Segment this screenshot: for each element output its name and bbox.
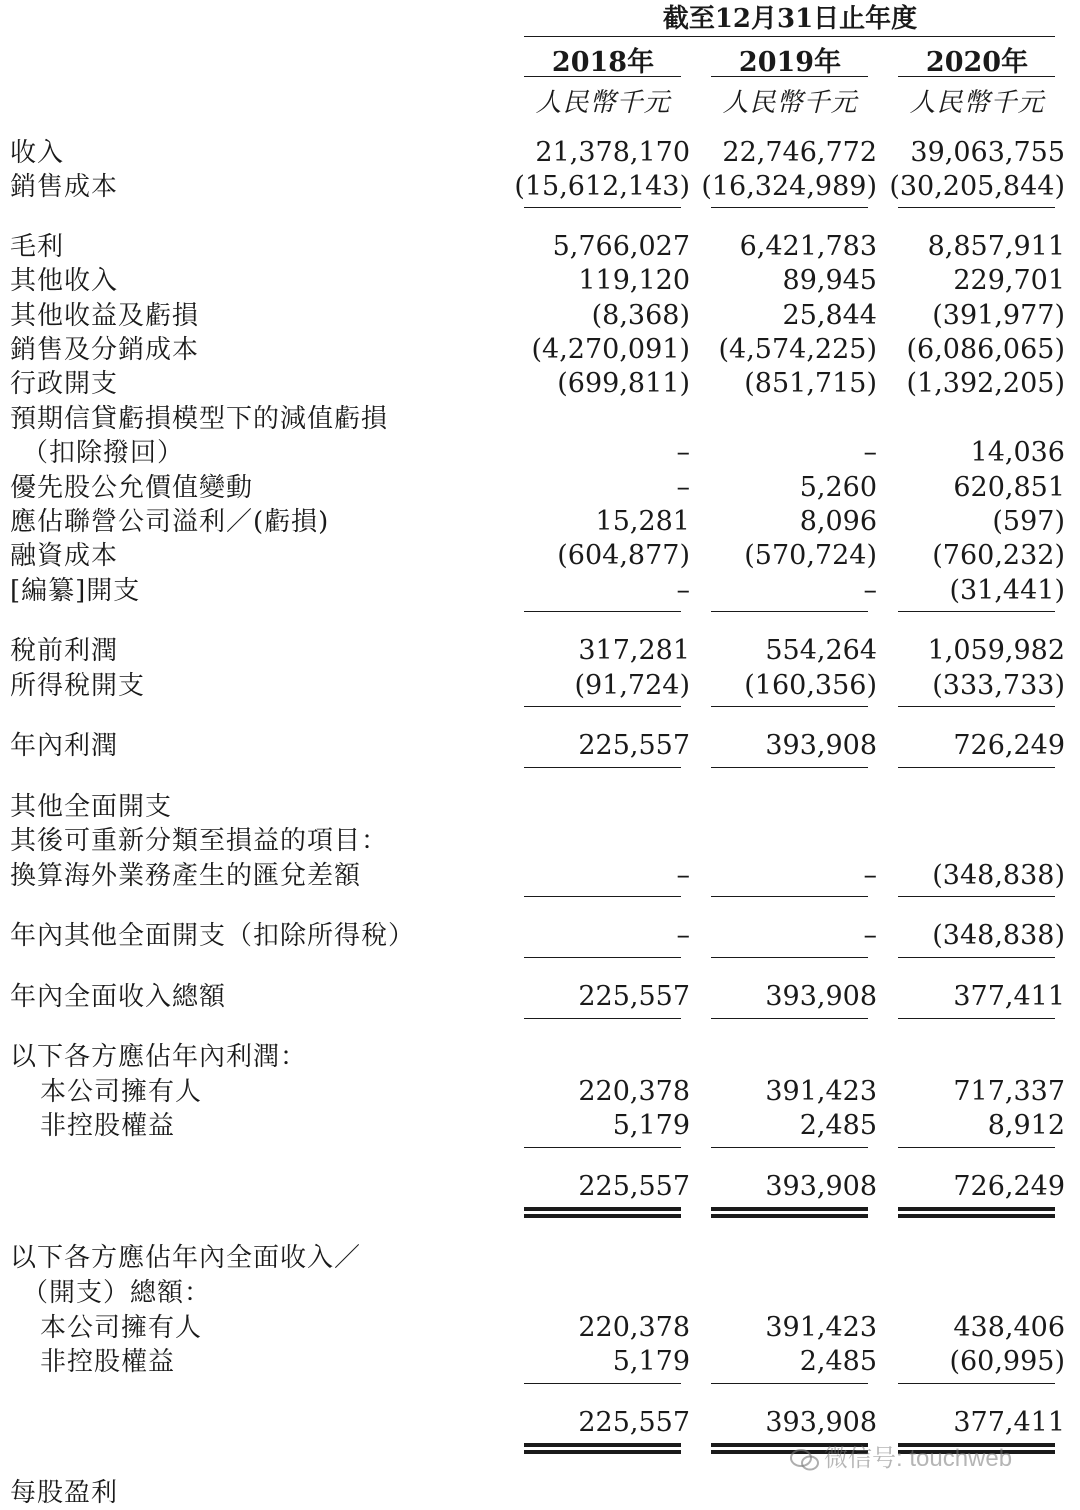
cell-value: 220,378 — [578, 1312, 690, 1343]
double-rule — [898, 1207, 1055, 1218]
double-rule — [524, 1207, 681, 1218]
cell-value: – — [863, 860, 877, 891]
double-rule — [524, 1443, 681, 1454]
subtotal-rule — [898, 896, 1055, 897]
cell-value: 391,423 — [765, 1312, 877, 1343]
cell-value: 220,378 — [578, 1076, 690, 1107]
cell-value: 25,844 — [782, 300, 877, 331]
cell-value: – — [676, 860, 690, 891]
subtotal-rule — [711, 767, 868, 768]
watermark — [790, 1438, 1012, 1473]
cell-value: (699,811) — [557, 368, 690, 399]
wechat-icon — [790, 1449, 820, 1471]
cell-value: 393,908 — [765, 981, 877, 1012]
subtotal-rule — [711, 207, 868, 208]
subtotal-rule — [898, 706, 1055, 707]
watermark-text: 微信号: touchweb — [824, 1445, 1013, 1472]
subtotal-rule — [524, 706, 681, 707]
row-label: 優先股公允價值變動 — [10, 473, 254, 503]
cell-value: – — [676, 472, 690, 503]
subtotal-rule — [898, 957, 1055, 958]
cell-value: 5,179 — [612, 1110, 690, 1141]
cell-value: (30,205,844) — [889, 171, 1065, 202]
row-label: 本公司擁有人 — [40, 1313, 203, 1343]
row-label: 年內利潤 — [10, 731, 119, 761]
unit-label: 人民幣千元 — [909, 88, 1045, 118]
cell-value: – — [863, 437, 877, 468]
cell-value: 229,701 — [953, 265, 1065, 296]
cell-value: 726,249 — [953, 730, 1065, 761]
cell-value: (391,977) — [932, 300, 1065, 331]
subtotal-rule — [711, 706, 868, 707]
cell-value: 22,746,772 — [722, 137, 877, 168]
cell-value: 225,557 — [578, 730, 690, 761]
row-label: 預期信貸虧損模型下的減值虧損 — [10, 404, 389, 434]
subtotal-rule — [524, 1018, 681, 1019]
subtotal-rule — [898, 1018, 1055, 1019]
year-header-2020: 2020年 — [925, 47, 1029, 78]
row-label: （扣除撥回） — [22, 438, 185, 468]
row-label: 融資成本 — [10, 541, 119, 571]
row-label: 所得稅開支 — [10, 671, 146, 701]
row-label: 其後可重新分類至損益的項目： — [10, 826, 389, 856]
row-label: 應佔聯營公司溢利／(虧損) — [10, 507, 330, 537]
row-label: 毛利 — [10, 232, 65, 262]
cell-value: – — [863, 575, 877, 606]
row-label: 以下各方應佔年內利潤： — [10, 1042, 308, 1072]
cell-value: 393,908 — [765, 730, 877, 761]
total-value: 377,411 — [953, 1407, 1065, 1438]
total-value: 393,908 — [765, 1407, 877, 1438]
cell-value: (348,838) — [932, 860, 1065, 891]
subtotal-rule — [898, 1383, 1055, 1384]
cell-value: (597) — [992, 506, 1065, 537]
cell-value: (16,324,989) — [701, 171, 877, 202]
row-label: 稅前利潤 — [10, 636, 119, 666]
cell-value: (160,356) — [744, 670, 877, 701]
cell-value: 620,851 — [953, 472, 1065, 503]
row-label: 每股盈利 — [10, 1478, 119, 1508]
row-label: 銷售及分銷成本 — [10, 335, 200, 365]
year-rule — [711, 76, 868, 77]
cell-value: (15,612,143) — [514, 171, 690, 202]
subtotal-rule — [711, 611, 868, 612]
cell-value: 2,485 — [799, 1346, 877, 1377]
cell-value: 39,063,755 — [910, 137, 1065, 168]
subtotal-rule — [524, 957, 681, 958]
cell-value: 391,423 — [765, 1076, 877, 1107]
cell-value: 5,179 — [612, 1346, 690, 1377]
row-label: 換算海外業務產生的匯兌差額 — [10, 861, 362, 891]
row-label: （開支）總額： — [22, 1278, 212, 1308]
row-label: 行政開支 — [10, 369, 119, 399]
row-label: [編纂]開支 — [10, 576, 141, 606]
cell-value: (1,392,205) — [906, 368, 1065, 399]
cell-value: 6,421,783 — [739, 231, 877, 262]
cell-value: 717,337 — [953, 1076, 1065, 1107]
cell-value: (4,270,091) — [531, 334, 690, 365]
year-rule — [898, 76, 1055, 77]
cell-value: 8,096 — [799, 506, 877, 537]
cell-value: (6,086,065) — [906, 334, 1065, 365]
cell-value: 8,857,911 — [927, 231, 1065, 262]
cell-value: 377,411 — [953, 981, 1065, 1012]
subtotal-rule — [898, 767, 1055, 768]
cell-value: 5,260 — [799, 472, 877, 503]
row-label: 非控股權益 — [40, 1347, 176, 1377]
cell-value: 317,281 — [578, 635, 690, 666]
cell-value: 21,378,170 — [535, 137, 690, 168]
cell-value: (91,724) — [574, 670, 690, 701]
subtotal-rule — [898, 611, 1055, 612]
cell-value: (8,368) — [591, 300, 690, 331]
total-value: 225,557 — [578, 1407, 690, 1438]
cell-value: – — [863, 920, 877, 951]
cell-value: 119,120 — [578, 265, 690, 296]
total-value: 225,557 — [578, 1171, 690, 1202]
year-header-2019: 2019年 — [738, 47, 842, 78]
cell-value: 225,557 — [578, 981, 690, 1012]
year-header-2018: 2018年 — [551, 47, 655, 78]
subtotal-rule — [898, 207, 1055, 208]
subtotal-rule — [524, 207, 681, 208]
cell-value: 438,406 — [953, 1312, 1065, 1343]
cell-value: (760,232) — [932, 540, 1065, 571]
row-label: 以下各方應佔年內全面收入／ — [10, 1243, 362, 1273]
subtotal-rule — [711, 1147, 868, 1148]
subtotal-rule — [524, 611, 681, 612]
cell-value: (31,441) — [949, 575, 1065, 606]
row-label: 銷售成本 — [10, 172, 119, 202]
subtotal-rule — [524, 896, 681, 897]
cell-value: – — [676, 437, 690, 468]
row-label: 年內全面收入總額 — [10, 982, 227, 1012]
cell-value: 554,264 — [765, 635, 877, 666]
cell-value: (348,838) — [932, 920, 1065, 951]
cell-value: 14,036 — [970, 437, 1065, 468]
cell-value: – — [676, 575, 690, 606]
cell-value: (4,574,225) — [718, 334, 877, 365]
row-label: 其他收益及虧損 — [10, 301, 200, 331]
subtotal-rule — [711, 957, 868, 958]
total-value: 726,249 — [953, 1171, 1065, 1202]
subtotal-rule — [898, 1147, 1055, 1148]
cell-value: 89,945 — [782, 265, 877, 296]
period-header: 截至12月31日止年度 — [662, 4, 918, 34]
subtotal-rule — [524, 1147, 681, 1148]
cell-value: (851,715) — [744, 368, 877, 399]
cell-value: (333,733) — [932, 670, 1065, 701]
cell-value: 1,059,982 — [927, 635, 1065, 666]
row-label: 本公司擁有人 — [40, 1077, 203, 1107]
subtotal-rule — [711, 1383, 868, 1384]
double-rule — [711, 1207, 868, 1218]
total-value: 393,908 — [765, 1171, 877, 1202]
cell-value: 8,912 — [987, 1110, 1065, 1141]
cell-value: 2,485 — [799, 1110, 877, 1141]
unit-label: 人民幣千元 — [722, 88, 858, 118]
subtotal-rule — [524, 767, 681, 768]
cell-value: 5,766,027 — [552, 231, 690, 262]
row-label: 年內其他全面開支（扣除所得稅） — [10, 921, 416, 951]
row-label: 收入 — [10, 138, 65, 168]
subtotal-rule — [711, 896, 868, 897]
cell-value: (570,724) — [744, 540, 877, 571]
year-rule — [524, 76, 681, 77]
row-label: 其他全面開支 — [10, 792, 173, 822]
cell-value: 15,281 — [595, 506, 690, 537]
unit-label: 人民幣千元 — [535, 88, 671, 118]
row-label: 其他收入 — [10, 266, 119, 296]
subtotal-rule — [711, 1018, 868, 1019]
subtotal-rule — [524, 1383, 681, 1384]
header-rule — [524, 36, 1055, 37]
cell-value: (604,877) — [557, 540, 690, 571]
cell-value: (60,995) — [949, 1346, 1065, 1377]
row-label: 非控股權益 — [40, 1111, 176, 1141]
cell-value: – — [676, 920, 690, 951]
